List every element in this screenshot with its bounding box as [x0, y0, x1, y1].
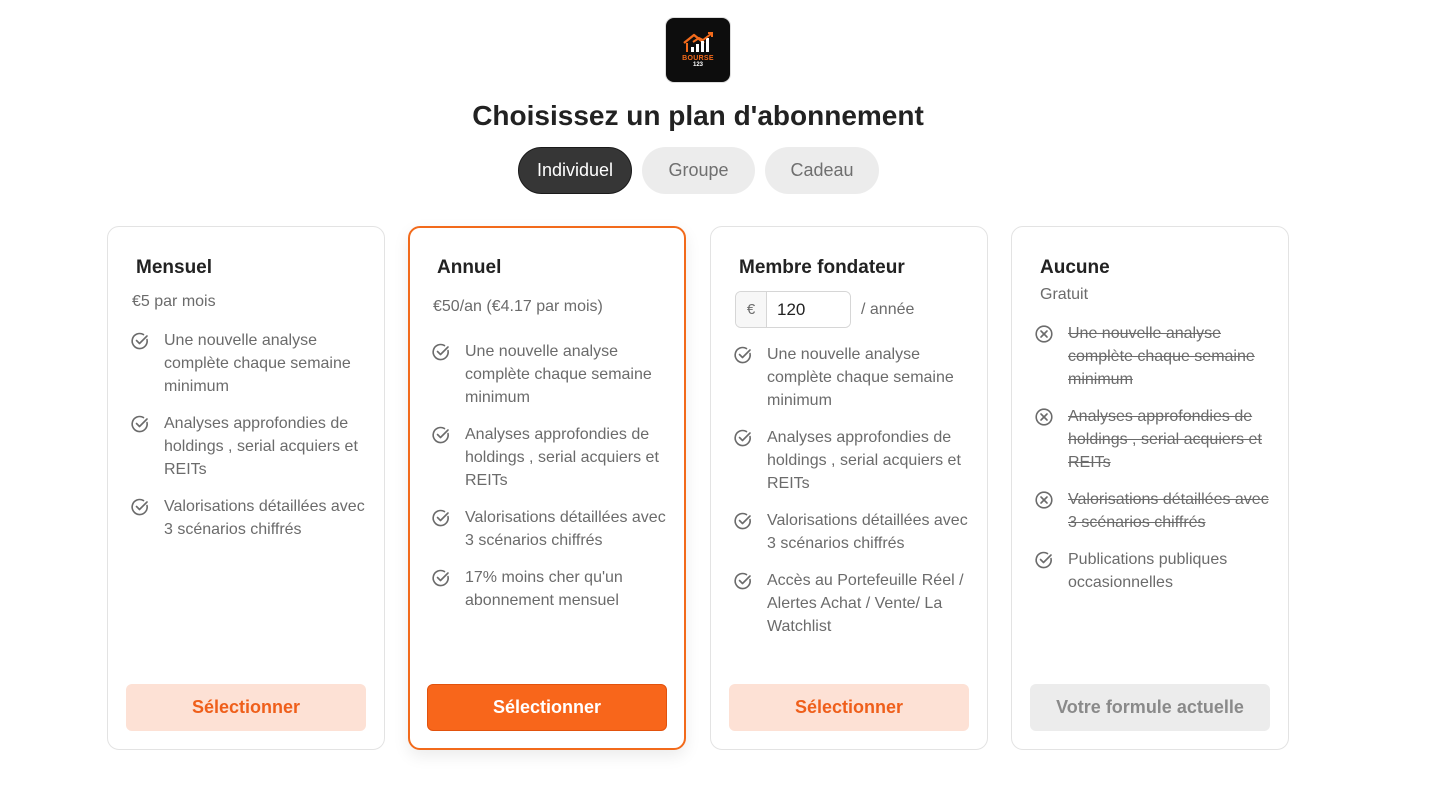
check-circle-icon	[431, 342, 451, 362]
feature-text: Analyses approfondies de holdings , serial acquiers et REITs	[1068, 408, 1262, 471]
current-plan-button[interactable]: Votre formule actuelle	[1030, 684, 1270, 731]
list-item	[733, 569, 973, 638]
list-item	[733, 426, 973, 495]
check-circle-icon	[130, 497, 150, 517]
list-item	[130, 329, 370, 398]
period-label: / année	[861, 300, 915, 318]
amount-input[interactable]	[767, 292, 850, 327]
select-button[interactable]: Sélectionner	[427, 684, 667, 731]
list-item	[431, 340, 670, 409]
feature-list	[1034, 322, 1274, 608]
list-item	[733, 343, 973, 412]
check-circle-icon	[733, 571, 753, 591]
check-circle-icon	[431, 508, 451, 528]
check-circle-icon	[733, 428, 753, 448]
plan-price: €5 par mois	[132, 293, 216, 310]
plan-card-annuel	[408, 226, 686, 750]
feature-text: Une nouvelle analyse complète chaque semaine minimum	[1068, 325, 1255, 388]
plan-price: €50/an (€4.17 par mois)	[433, 298, 603, 315]
currency-symbol: €	[736, 292, 767, 327]
feature-text: 17% moins cher qu'un abonnement mensuel	[465, 569, 623, 609]
check-circle-icon	[130, 331, 150, 351]
list-item	[1034, 548, 1274, 594]
feature-text: Valorisations détaillées avec 3 scénarios chiffrés	[767, 512, 968, 552]
custom-price-row	[735, 291, 914, 328]
check-circle-icon	[733, 511, 753, 531]
plan-title: Membre fondateur	[739, 257, 905, 278]
feature-text: Valorisations détaillées avec 3 scénarios chiffrés	[164, 498, 365, 538]
feature-text: Une nouvelle analyse complète chaque semaine minimum	[465, 343, 652, 406]
plan-title: Mensuel	[136, 257, 213, 278]
amount-field	[735, 291, 851, 328]
check-circle-icon	[431, 568, 451, 588]
feature-text: Valorisations détaillées avec 3 scénarios chiffrés	[1068, 491, 1269, 531]
list-item	[733, 509, 973, 555]
feature-list	[431, 340, 670, 626]
list-item	[1034, 322, 1274, 391]
feature-text: Valorisations détaillées avec 3 scénarios chiffrés	[465, 509, 666, 549]
x-circle-icon	[1034, 490, 1054, 510]
plan-type-tabs	[518, 147, 879, 194]
feature-text: Analyses approfondies de holdings , serial acquiers et REITs	[767, 429, 961, 492]
plan-title: Aucune	[1040, 257, 1110, 278]
select-button[interactable]: Sélectionner	[729, 684, 969, 731]
feature-list	[733, 343, 973, 652]
check-circle-icon	[733, 345, 753, 365]
x-circle-icon	[1034, 324, 1054, 344]
feature-list	[130, 329, 370, 555]
tab-groupe[interactable]: Groupe	[642, 147, 755, 194]
select-button[interactable]: Sélectionner	[126, 684, 366, 731]
feature-text: Une nouvelle analyse complète chaque semaine minimum	[164, 332, 351, 395]
tab-individuel[interactable]: Individuel	[518, 147, 632, 194]
plan-title: Annuel	[437, 257, 502, 278]
plan-card-mensuel	[107, 226, 385, 750]
x-circle-icon	[1034, 407, 1054, 427]
tab-cadeau[interactable]: Cadeau	[765, 147, 879, 194]
list-item	[431, 423, 670, 492]
check-circle-icon	[130, 414, 150, 434]
feature-text: Une nouvelle analyse complète chaque semaine minimum	[767, 346, 954, 409]
feature-text: Analyses approfondies de holdings , serial acquiers et REITs	[465, 426, 659, 489]
plan-card-membre-fondateur	[710, 226, 988, 750]
plan-card-aucune	[1011, 226, 1289, 750]
brand-logo	[666, 18, 730, 82]
list-item	[431, 566, 670, 612]
check-circle-icon	[1034, 550, 1054, 570]
list-item	[130, 495, 370, 541]
feature-text: Analyses approfondies de holdings , serial acquiers et REITs	[164, 415, 358, 478]
feature-text: Accès au Portefeuille Réel / Alertes Achat / Vente/ La Watchlist	[767, 572, 964, 635]
list-item	[130, 412, 370, 481]
list-item	[1034, 405, 1274, 474]
brand-sub: 123	[692, 62, 703, 68]
brand-name: BOURSE	[682, 55, 714, 62]
check-circle-icon	[431, 425, 451, 445]
list-item	[1034, 488, 1274, 534]
feature-text: Publications publiques occasionnelles	[1068, 551, 1228, 591]
plan-price: Gratuit	[1040, 286, 1089, 303]
page-title: Choisissez un plan d'abonnement	[472, 100, 924, 131]
list-item	[431, 506, 670, 552]
house-chart-icon	[681, 32, 715, 54]
